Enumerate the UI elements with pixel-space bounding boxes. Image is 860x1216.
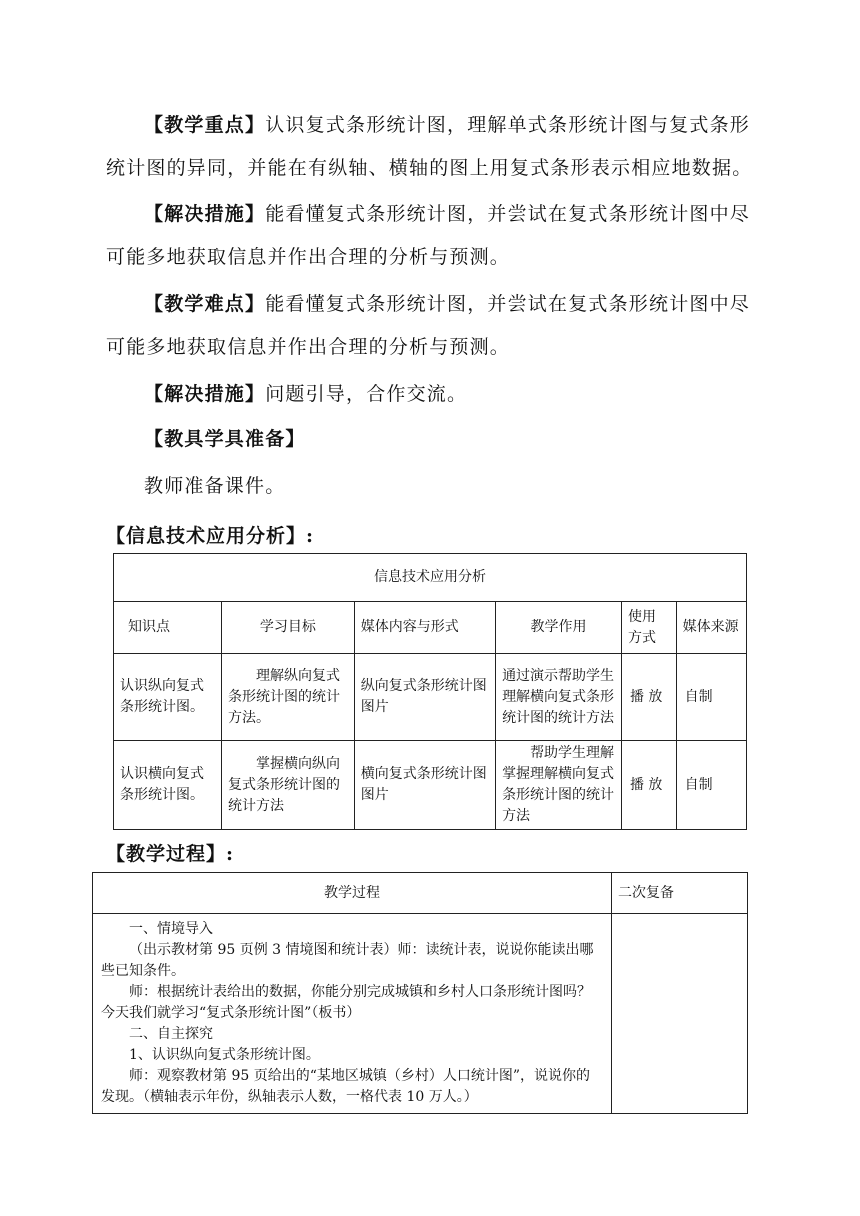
it-analysis-heading: 【信息技术应用分析】: — [106, 525, 315, 547]
row1-usage-method: 播 放 — [621, 654, 676, 741]
row1-knowledge-point: 认识纵向复式条形统计图。 — [114, 654, 222, 741]
row2-media-content: 横向复式条形统计图图片 — [354, 741, 495, 830]
table-row — [114, 654, 747, 741]
table-row — [114, 741, 747, 830]
row1-media-content: 纵向复式条形统计图图片 — [354, 654, 495, 741]
key-point-text: 认识复式条形统计图，理解单式条形统计图与复式条形统计图的异同，并能在有纵轴、横轴的图上用复式条形表示相应地数据。 — [106, 114, 753, 179]
process-line: 师：根据统计表给出的数据，你能分别完成城镇和乡村人口条形统计图吗？今天我们就学习“复式条形统计图”（板书） — [101, 984, 591, 1021]
solution-text-1: 能看懂复式条形统计图，并尝试在复式条形统计图中尽可能多地获取信息并作出合理的分析与预测。 — [106, 203, 751, 268]
row1-learning-goal: 理解纵向复式条形统计图的统计方法。 — [221, 654, 354, 741]
row2-media-source: 自制 — [676, 741, 746, 830]
difficulty-label: 【教学难点】 — [144, 293, 266, 315]
process-line: 师：观察教材第 95 页给出的“某地区城镇（乡村）人口统计图”，说说你的发现。（横轴表示年份，纵轴表示人数，一格代表 10 万人。） — [101, 1068, 591, 1105]
process-line: 二、自主探究 — [129, 1026, 213, 1042]
process-heading: 【教学过程】: — [106, 843, 235, 865]
tools-paragraph — [106, 465, 756, 508]
process-line: 一、情境导入 — [129, 921, 213, 937]
solution-paragraph-2 — [106, 373, 756, 416]
tools-heading-paragraph — [106, 418, 756, 461]
table-title: 信息技术应用分析 — [114, 554, 747, 602]
process-content-row — [93, 914, 748, 1114]
second-prep-cell — [612, 914, 748, 1114]
process-line: 1、认识纵向复式条形统计图。 — [129, 1047, 320, 1063]
tools-text: 教师准备课件。 — [144, 475, 286, 497]
solution-label-1: 【解决措施】 — [144, 203, 266, 225]
process-line: （出示教材第 95 页例 3 情境图和统计表）师：读统计表，说说你能读出哪些已知条件。 — [101, 942, 594, 979]
header-media-content: 媒体内容与形式 — [354, 602, 495, 654]
tools-heading: 【教具学具准备】 — [144, 428, 306, 450]
table-header-row — [114, 602, 747, 654]
it-analysis-table — [113, 553, 747, 830]
solution-paragraph-1 — [106, 193, 756, 279]
row1-teaching-role: 通过演示帮助学生理解横向复式条形统计图的统计方法 — [496, 654, 622, 741]
header-media-source: 媒体来源 — [676, 602, 746, 654]
second-prep-header: 二次复备 — [612, 873, 748, 914]
row2-learning-goal: 掌握横向纵向复式条形统计图的统计方法 — [221, 741, 354, 830]
difficulty-text: 能看懂复式条形统计图，并尝试在复式条形统计图中尽可能多地获取信息并作出合理的分析与预测。 — [106, 293, 751, 358]
row2-teaching-role: 帮助学生理解掌握理解横向复式条形统计图的统计方法 — [496, 741, 622, 830]
header-teaching-role: 教学作用 — [496, 602, 622, 654]
process-content — [93, 914, 612, 1114]
table-title-row — [114, 554, 747, 602]
row2-usage-method: 播 放 — [621, 741, 676, 830]
difficulty-paragraph — [106, 283, 756, 369]
process-header: 教学过程 — [93, 873, 612, 914]
header-learning-goal: 学习目标 — [221, 602, 354, 654]
row2-knowledge-point: 认识横向复式条形统计图。 — [114, 741, 222, 830]
key-point-label: 【教学重点】 — [144, 114, 266, 136]
teaching-process-table — [92, 872, 748, 1114]
row1-media-source: 自制 — [676, 654, 746, 741]
solution-label-2: 【解决措施】 — [144, 383, 266, 405]
header-usage-method: 使用方式 — [621, 602, 676, 654]
key-point-paragraph — [106, 104, 756, 190]
solution-text-2: 问题引导，合作交流。 — [265, 383, 468, 405]
process-header-row — [93, 873, 748, 914]
header-knowledge-point: 知识点 — [114, 602, 222, 654]
